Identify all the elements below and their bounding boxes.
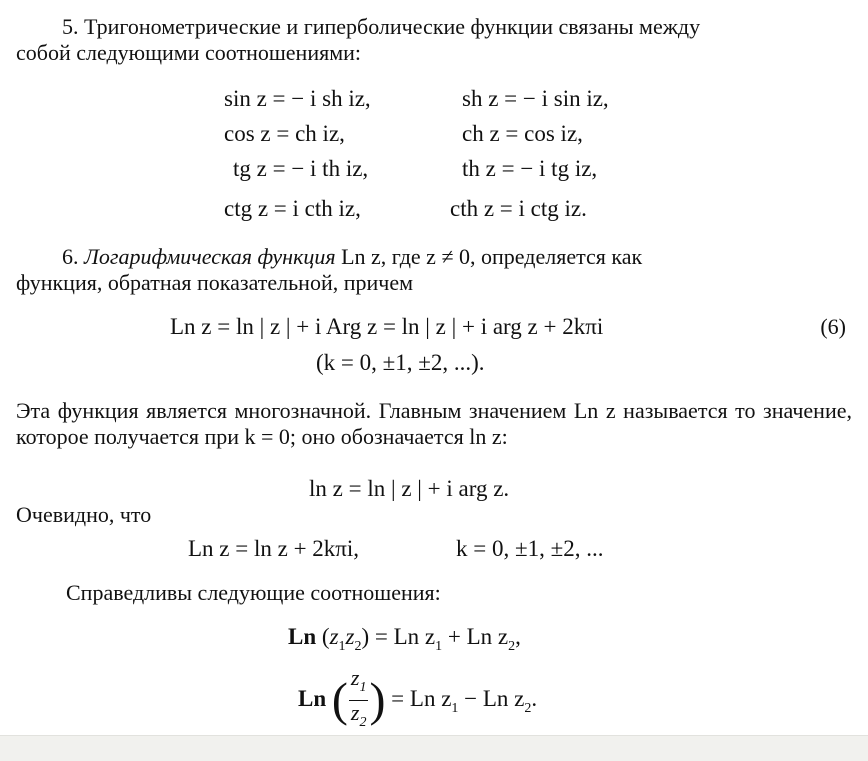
product-end: , (515, 624, 521, 649)
formula-cos: cos z = ch iz, (224, 121, 345, 146)
equation-log-relation: Ln z = ln z + 2kπi, (188, 536, 360, 561)
product-rhs-sub1: 1 (435, 639, 443, 654)
formula-sin: sin z = − i sh iz, (224, 86, 371, 111)
equation-6-condition: (k = 0, ±1, ±2, ...). (316, 350, 485, 375)
quotient-rhs-sub1: 1 (451, 700, 459, 716)
paragraph-6-number: 6. (62, 244, 79, 269)
formula-th: th z = − i tg iz, (462, 156, 598, 181)
obviously-text: Очевидно, что (16, 502, 152, 527)
log-product-ln: Ln (288, 624, 317, 649)
formula-sh: sh z = − i sin iz, (462, 86, 609, 111)
paragraph-6-line-2: функция, обратная показательной, причем (16, 270, 414, 295)
quotient-rhs-mid: − Ln z (464, 685, 525, 711)
quotient-numerator-sub: 1 (359, 680, 367, 695)
quotient-denominator: z (350, 700, 360, 725)
log-quotient-ln: Ln (298, 685, 327, 711)
equation-6-main: Ln z = ln | z | + i Arg z = ln | z | + i arg z + 2kπi (170, 314, 604, 339)
formula-cth: cth z = i ctg iz. (450, 196, 587, 221)
formula-tg: tg z = − i th iz, (233, 156, 369, 181)
paragraph-6-line-1 (62, 244, 642, 270)
formula-ctg: ctg z = i cth iz, (224, 196, 361, 221)
quotient-numerator: z (350, 665, 360, 690)
product-rhs-sub2: 2 (508, 639, 516, 654)
paragraph-5-line-2: собой следующими соотношениями: (16, 40, 362, 65)
formula-ch: ch z = cos iz, (462, 121, 583, 146)
quotient-end: . (531, 685, 538, 711)
paragraph-6-term: Логарифмическая функция (84, 244, 336, 269)
product-arg-b-sub: 2 (354, 639, 362, 654)
quotient-denominator-sub: 2 (359, 715, 367, 730)
product-rhs-mid: + Ln z (447, 624, 509, 649)
product-arg-b: z (345, 624, 355, 649)
equation-log-quotient: Ln ( $\frac{z_1}{z_2}$ ) = Ln $z_1 - Ln$ $z_2$. (298, 666, 537, 736)
quotient-rhs: = Ln z (391, 685, 452, 711)
equation-principal-log: ln z = ln | z | + i arg z. (309, 476, 510, 501)
quotient-rhs-sub2: 2 (524, 700, 532, 716)
equation-log-product: Ln $(z_1z_2) = Ln$ $z_1 + Ln$ $z_2$, (288, 624, 521, 654)
bottom-margin-strip (0, 735, 868, 761)
paragraph-6-rest: Ln z, где z ≠ 0, определяется как (341, 244, 643, 269)
quotient-fraction (349, 666, 369, 735)
equation-6-number: (6) (820, 314, 846, 339)
paragraph-5-line-1: 5. Тригонометрические и гиперболические функции связаны между (62, 14, 701, 39)
following-relations-text: Справедливы следующие соотношения: (66, 580, 441, 605)
equation-log-relation-condition: k = 0, ±1, ±2, ... (456, 536, 604, 561)
product-arg-a: z (329, 624, 339, 649)
product-rhs: = Ln z (374, 624, 436, 649)
product-arg-a-sub: 1 (338, 639, 346, 654)
paragraph-principal-value: Эта функция является многозначной. Главным значением Ln z называется то значение, которое получается при k = 0; оно обозначается ln z: (16, 398, 852, 449)
